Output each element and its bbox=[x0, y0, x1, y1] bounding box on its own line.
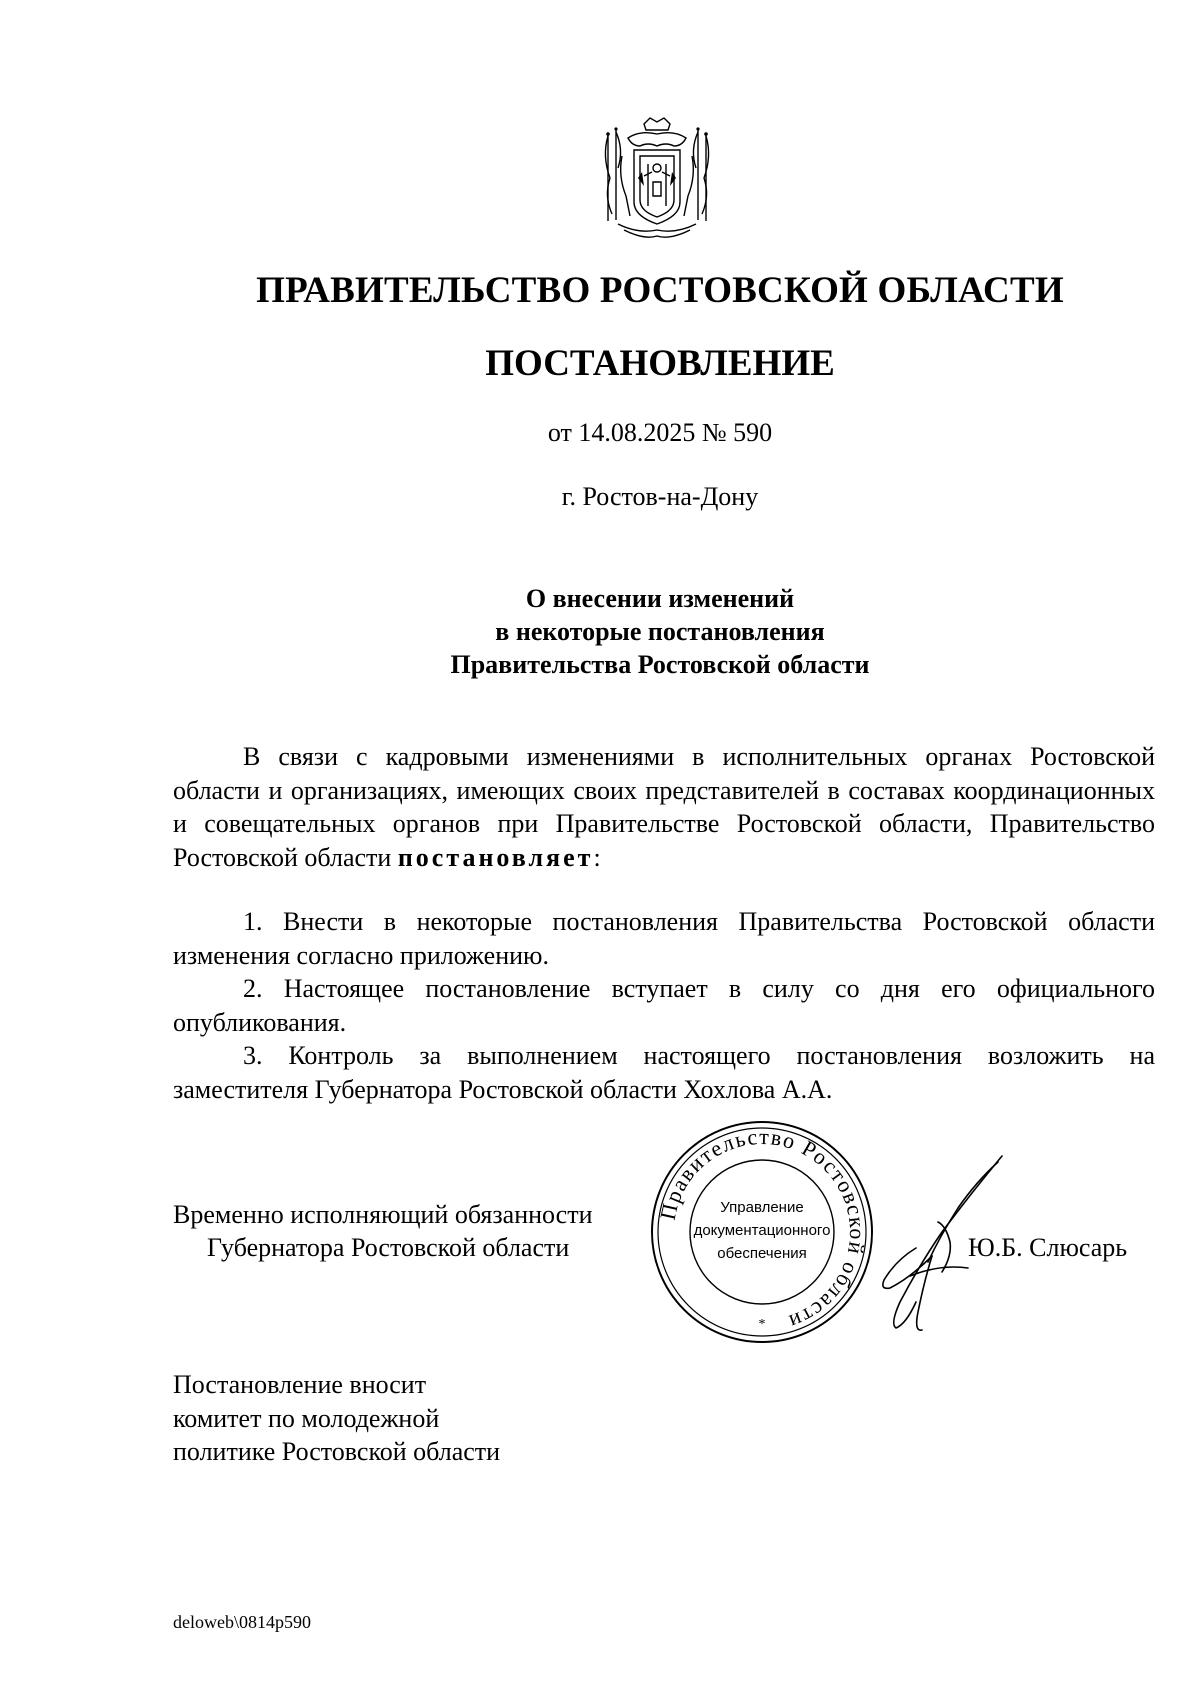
signatory-name: Ю.Б. Слюсарь bbox=[968, 1233, 1128, 1262]
preamble-tail: : bbox=[593, 842, 601, 872]
resolution-items bbox=[173, 905, 1155, 1106]
subject-line: в некоторые постановления bbox=[495, 617, 825, 646]
preamble-text: В связи с кадровыми изменениями в исполнительных органах Ростовской области и организациях, имеющих своих представителей в составах координационных и совещательных органов при Правительстве Ростовской области, Правительство Ростовской области bbox=[173, 742, 1155, 872]
stamp-inner-line: Управление bbox=[720, 1199, 804, 1216]
preamble-emphasis: постановляет bbox=[397, 842, 594, 872]
subject-line: Правительства Ростовской области bbox=[450, 650, 870, 679]
document-file-code: deloweb\0814p590 bbox=[173, 1612, 311, 1632]
position-line: Губернатора Ростовской области bbox=[207, 1233, 570, 1262]
submitted-line: комитет по молодежной bbox=[173, 1403, 440, 1433]
resolution-item: 3. Контроль за выполнением настоящего постановления возложить на заместителя Губернатора Ростовской области Хохлова А.А. bbox=[173, 1041, 1155, 1104]
submitted-line: политике Ростовской области bbox=[173, 1437, 501, 1466]
signatory-position bbox=[173, 1198, 643, 1264]
stamp-outer-text: Правительство Ростовской области bbox=[654, 1123, 871, 1336]
document-subject bbox=[0, 582, 1200, 681]
document-type: ПОСТАНОВЛЕНИЕ bbox=[485, 343, 835, 384]
preamble-paragraph bbox=[173, 740, 1155, 874]
resolution-item: 2. Настоящее постановление вступает в силу со дня его официального опубликования. bbox=[173, 974, 1155, 1037]
preamble bbox=[173, 740, 1155, 874]
document-city: г. Ростов-на-Дону bbox=[561, 482, 759, 511]
document-date-number: от 14.08.2025 № 590 bbox=[547, 418, 773, 447]
coat-of-arms-emblem bbox=[598, 116, 716, 240]
organization-title: ПРАВИТЕЛЬСТВО РОСТОВСКОЙ ОБЛАСТИ bbox=[256, 270, 1064, 311]
position-line: Временно исполняющий обязанности bbox=[173, 1200, 593, 1229]
stamp-inner-line: документационного bbox=[693, 1222, 831, 1239]
stamp-inner-line: обеспечения bbox=[717, 1245, 807, 1262]
submitted-by bbox=[173, 1368, 500, 1469]
official-stamp bbox=[648, 1118, 876, 1346]
resolution-item: 1. Внести в некоторые постановления Правительства Ростовской области изменения согласно приложению. bbox=[173, 907, 1155, 970]
subject-line: О внесении изменений bbox=[525, 584, 795, 613]
stamp-star-icon: * bbox=[758, 1317, 766, 1332]
submitted-line: Постановление вносит bbox=[173, 1370, 427, 1399]
